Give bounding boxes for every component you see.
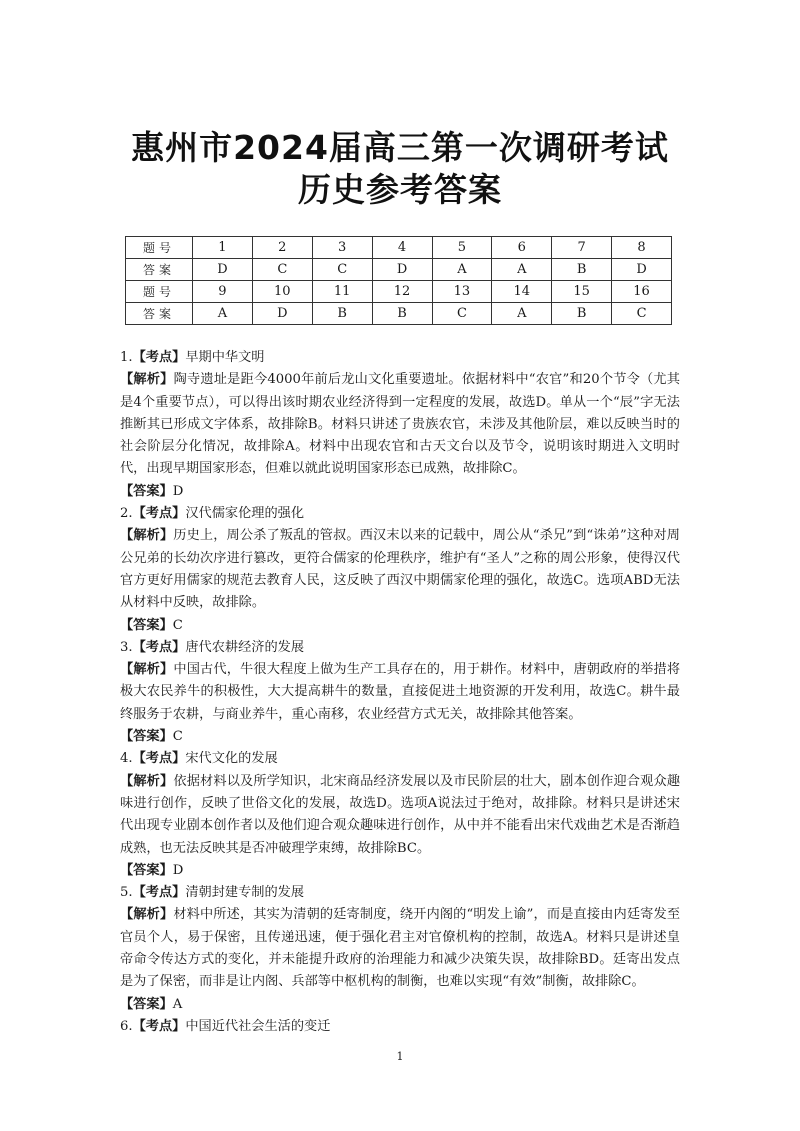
kaodian-text: 唐代农耕经济的发展 — [185, 639, 305, 655]
jiexi-text: 中国古代，牛很大程度上做为生产工具存在的，用于耕作。材料中，唐朝政府的举措将极大农民养牛的积极性，大大提高耕牛的数量，直接促进土地资源的开发利用，故选C。耕牛最终服务于农耕，与商业养牛，重心南移，农业经营方式无关，故排除其他答案。 — [120, 662, 681, 722]
question-number: 5. — [120, 885, 133, 901]
kaodian-line — [120, 503, 680, 525]
row-label: 题号 — [126, 237, 193, 259]
answer-cell: D — [372, 259, 432, 281]
jiexi-text: 材料中所述，其实为清朝的廷寄制度，绕开内阁的“明发上谕”，而是直接由内廷寄发至官员个人，易于保密，且传递迅速，便于强化君主对官僚机构的控制，故选A。材料只是讲述皇帝命令传达方式的变化，并未能提升政府的治理能力和减少决策失误，故排除BD。廷寄出发点是为了保密，而非是让内阁、兵部等中枢机构的制衡，也难以实现“有效”制衡，故排除C。 — [120, 907, 681, 990]
jiexi-text: 历史上，周公杀了叛乱的管叔。西汉末以来的记载中，周公从“杀兄”到“诛弟”这种对周公兄弟的长幼次序进行篡改，更符合儒家的伦理秩序，维护有“圣人”之称的周公形象，使得汉代官方更好用儒家的规范去教育人民，这反映了西汉中期儒家伦理的强化，故选C。选项ABD无法从材料中反映，故排除。 — [120, 528, 680, 611]
answer-cell: C — [612, 303, 672, 325]
kaodian-label: 【考点】 — [132, 350, 186, 365]
daan-label: 【答案】 — [120, 483, 173, 499]
jiexi-paragraph — [120, 904, 680, 993]
row-label: 答案 — [126, 303, 193, 325]
answer-cell: D — [252, 303, 312, 325]
daan-line — [120, 726, 680, 748]
answer-cell: A — [193, 303, 253, 325]
title-line-2: 历史参考答案 — [298, 170, 502, 209]
daan-line — [120, 860, 680, 882]
answer-cell: B — [312, 303, 372, 325]
question-number: 5 — [432, 237, 492, 259]
question-number: 6 — [492, 237, 552, 259]
kaodian-line — [120, 748, 680, 770]
table-row-numbers-1 — [126, 237, 672, 259]
jiexi-label: 【解析】 — [120, 372, 174, 388]
question-number: 2. — [120, 506, 133, 522]
question-number: 6. — [120, 1018, 133, 1034]
kaodian-line — [120, 347, 680, 369]
answer-cell: C — [252, 259, 312, 281]
answer-cell: A — [492, 259, 552, 281]
answer-cell: C — [312, 259, 372, 281]
jiexi-label: 【解析】 — [120, 528, 174, 544]
question-number: 10 — [252, 281, 312, 303]
question-number: 2 — [252, 237, 312, 259]
question-number: 11 — [312, 281, 372, 303]
daan-value: C — [172, 729, 183, 745]
kaodian-text: 早期中华文明 — [185, 350, 265, 365]
kaodian-label: 【考点】 — [132, 751, 186, 767]
jiexi-label: 【解析】 — [120, 907, 174, 923]
kaodian-label: 【考点】 — [132, 506, 186, 522]
answer-table — [125, 236, 672, 325]
jiexi-text: 依据材料以及所学知识，北宋商品经济发展以及市民阶层的壮大，剧本创作迎合观众趣味进行创作，反映了世俗文化的发展，故选D。选项A说法过于绝对，故排除。材料只是讲述宋代出现专业剧本创作者以及他们迎合观众趣味进行创作，从中并不能看出宋代戏曲艺术是否渐趋成熟，也无法反映其是否冲破理学束缚，故排除BC。 — [120, 773, 681, 856]
answer-cell: A — [492, 303, 552, 325]
answer-cell: D — [193, 259, 253, 281]
question-number: 8 — [612, 237, 672, 259]
kaodian-line — [120, 637, 680, 659]
kaodian-label: 【考点】 — [132, 1018, 186, 1034]
jiexi-paragraph — [120, 771, 680, 860]
daan-label: 【答案】 — [120, 862, 173, 878]
question-number: 3 — [312, 237, 372, 259]
question-number: 4 — [372, 237, 432, 259]
question-number: 13 — [432, 281, 492, 303]
page-number: 1 — [396, 1050, 404, 1063]
question-number: 16 — [612, 281, 672, 303]
answer-cell: B — [372, 303, 432, 325]
table-row-numbers-2 — [126, 281, 672, 303]
jiexi-label: 【解析】 — [120, 773, 174, 789]
kaodian-label: 【考点】 — [132, 639, 186, 655]
daan-label: 【答案】 — [120, 617, 173, 633]
daan-value: C — [172, 617, 183, 633]
kaodian-text: 中国近代社会生活的变迁 — [185, 1018, 331, 1034]
question-number: 9 — [193, 281, 253, 303]
daan-value: D — [172, 862, 184, 878]
question-number: 1. — [120, 350, 133, 365]
kaodian-text: 汉代儒家伦理的强化 — [185, 506, 305, 522]
answer-cell: C — [432, 303, 492, 325]
title-line-1: 惠州市2024届高三第一次调研考试 — [131, 128, 669, 167]
daan-label: 【答案】 — [120, 729, 173, 745]
kaodian-line — [120, 882, 680, 904]
daan-line — [120, 481, 680, 503]
question-number: 3. — [120, 639, 133, 655]
kaodian-line — [120, 1016, 680, 1038]
daan-line — [120, 994, 680, 1016]
question-number: 7 — [552, 237, 612, 259]
question-number: 15 — [552, 281, 612, 303]
kaodian-label: 【考点】 — [132, 885, 186, 901]
answer-explanations — [120, 347, 680, 1038]
table-row-answers-1 — [126, 259, 672, 281]
daan-value: A — [172, 996, 183, 1012]
kaodian-text: 清朝封建专制的发展 — [185, 885, 305, 901]
jiexi-paragraph — [120, 525, 680, 614]
kaodian-text: 宋代文化的发展 — [185, 751, 278, 767]
row-label: 题号 — [126, 281, 193, 303]
table-row-answers-2 — [126, 303, 672, 325]
question-number: 12 — [372, 281, 432, 303]
daan-label: 【答案】 — [120, 996, 173, 1012]
answer-cell: B — [552, 303, 612, 325]
question-number: 1 — [193, 237, 253, 259]
jiexi-text: 陶寺遗址是距今4000年前后龙山文化重要遗址。依据材料中“农官”和20个节令（尤其是4个重要节点），可以得出该时期农业经济得到一定程度的发展，故选D。单从一个“辰”字无法推断其已形成文字体系，故排除B。材料只讲述了贵族农官，未涉及其他阶层，难以反映当时的社会阶层分化情况，故排除A。材料中出现农官和古天文台以及节令，说明该时期进入文明时代，出现早期国家形态，但难以就此说明国家形态已成熟，故排除C。 — [120, 372, 680, 477]
question-number: 4. — [120, 751, 133, 767]
row-label: 答案 — [126, 259, 193, 281]
answer-cell: B — [552, 259, 612, 281]
question-number: 14 — [492, 281, 552, 303]
jiexi-paragraph — [120, 369, 680, 480]
daan-value: D — [172, 483, 184, 499]
daan-line — [120, 615, 680, 637]
answer-cell: D — [612, 259, 672, 281]
jiexi-label: 【解析】 — [120, 662, 174, 678]
answer-cell: A — [432, 259, 492, 281]
jiexi-paragraph — [120, 659, 680, 726]
